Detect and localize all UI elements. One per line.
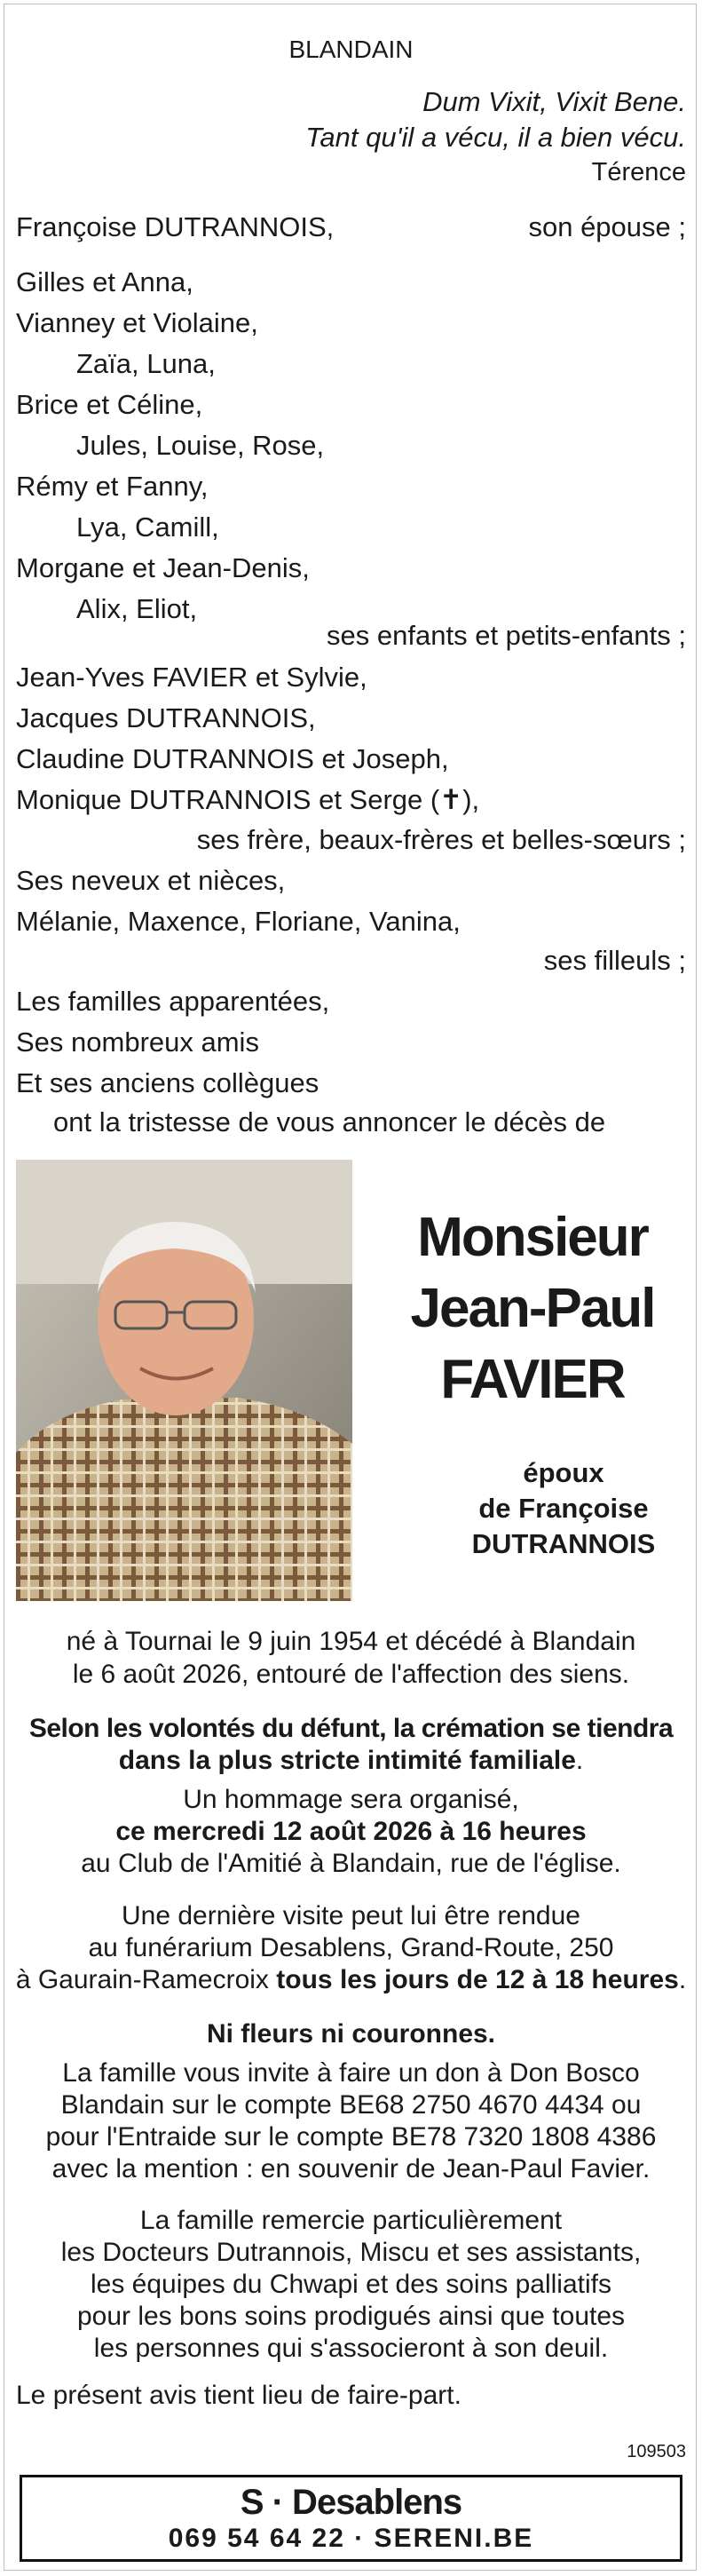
thanks-line-1: La famille remercie particulièrement — [139, 2206, 563, 2235]
portrait-image — [16, 1160, 352, 1601]
grandchildren-line: Jules, Louise, Rose, — [76, 430, 325, 461]
sibling-line: Monique DUTRANNOIS et Serge (✝), — [16, 784, 480, 815]
grandchildren-line: Lya, Camill, — [76, 511, 219, 543]
siblings-role: ses frère, beaux-frères et belles-sœurs ; — [196, 824, 686, 855]
thanks-line-5: les personnes qui s'associeront à son deuil. — [93, 2334, 609, 2363]
cremation-line-2: dans la plus stricte intimité familiale — [118, 1746, 576, 1775]
motto-author: Térence — [591, 158, 686, 186]
visit-hours: tous les jours de 12 à 18 heures — [276, 1965, 679, 1994]
thanks-line-2: les Docteurs Dutrannois, Miscu et ses assistants, — [60, 2238, 642, 2267]
spouse-role: son épouse ; — [528, 211, 686, 242]
motto-line-1: Dum Vixit, Vixit Bene. — [422, 86, 686, 117]
spouse-of-line-2: de Françoise — [478, 1493, 649, 1524]
visit-line-1: Une dernière visite peut lui être rendue — [122, 1901, 580, 1930]
grandchildren-line: Zaïa, Luna, — [76, 348, 216, 379]
funeral-home-brand: S · Desablens — [240, 2483, 462, 2522]
godchildren-role: ses filleuls ; — [543, 945, 686, 976]
funeral-home-contact: 069 54 64 22 · SERENI.BE — [168, 2524, 534, 2553]
relatives-line: Les familles apparentées, — [16, 986, 330, 1017]
nephews-line: Ses neveux et nièces, — [16, 865, 286, 896]
donation-line-3: pour l'Entraide sur le compte BE78 7320 1808 4386 — [45, 2122, 657, 2152]
reference-number: 109503 — [627, 2442, 686, 2461]
cremation-line-1: Selon les volontés du défunt, la crémation se tiendra — [28, 1714, 674, 1743]
sibling-line: Jean-Yves FAVIER et Sylvie, — [16, 662, 367, 693]
spouse-of-line-1: époux — [523, 1457, 604, 1488]
funeral-home-footer — [20, 2475, 682, 2562]
deceased-last-name: FAVIER — [440, 1349, 625, 1410]
no-flowers-line: Ni fleurs ni couronnes. — [206, 2019, 496, 2049]
visit-place: à Gaurain-Ramecroix — [15, 1965, 269, 1994]
spouse-name: Françoise DUTRANNOIS, — [16, 211, 335, 242]
child-line: Vianney et Violaine, — [16, 307, 258, 338]
cremation-line-2-wrap: dans la plus stricte intimité familiale. — [118, 1746, 584, 1775]
thanks-line-3: les équipes du Chwapi et des soins palliatifs — [90, 2270, 611, 2299]
motto-line-2: Tant qu'il a vécu, il a bien vécu. — [305, 122, 686, 153]
visit-line-2: au funérarium Desablens, Grand-Route, 250 — [88, 1933, 614, 1962]
donation-line-1: La famille vous invite à faire un don à Don Bosco — [62, 2058, 640, 2088]
child-line: Morgane et Jean-Denis, — [16, 552, 310, 583]
child-line: Brice et Céline, — [16, 389, 203, 420]
birth-line-2: le 6 août 2026, entouré de l'affection des siens. — [72, 1660, 630, 1689]
grandchildren-line: Alix, Eliot, — [76, 593, 198, 624]
deceased-title: Monsieur — [417, 1207, 648, 1268]
deceased-first-name: Jean-Paul — [410, 1278, 655, 1339]
children-role: ses enfants et petits-enfants ; — [327, 620, 686, 651]
announcement-line: ont la tristesse de vous annoncer le décès de — [53, 1106, 606, 1137]
sibling-line: Jacques DUTRANNOIS, — [16, 702, 316, 733]
visit-line-3: à Gaurain-Ramecroix tous les jours de 12 à 18 heures. — [15, 1965, 687, 1994]
thanks-line-4: pour les bons soins prodigués ainsi que toutes — [76, 2302, 626, 2331]
child-line: Gilles et Anna, — [16, 266, 193, 297]
place-header: BLANDAIN — [288, 36, 414, 63]
faire-part-line: Le présent avis tient lieu de faire-part. — [16, 2381, 461, 2410]
tribute-line-2: ce mercredi 12 août 2026 à 16 heures — [115, 1817, 587, 1846]
sibling-line: Claudine DUTRANNOIS et Joseph, — [16, 743, 449, 774]
friends-line: Ses nombreux amis — [16, 1026, 259, 1058]
portrait-photo — [16, 1160, 352, 1601]
birth-line-1: né à Tournai le 9 juin 1954 et décédé à Blandain — [66, 1627, 636, 1656]
tribute-line-3: au Club de l'Amitié à Blandain, rue de l'église. — [81, 1849, 621, 1878]
godchildren-line: Mélanie, Maxence, Floriane, Vanina, — [16, 906, 461, 937]
spouse-of-line-3: DUTRANNOIS — [471, 1528, 656, 1559]
donation-line-4: avec la mention : en souvenir de Jean-Paul Favier. — [51, 2154, 651, 2184]
tribute-line-1: Un hommage sera organisé, — [183, 1785, 519, 1814]
child-line: Rémy et Fanny, — [16, 471, 209, 502]
donation-line-2: Blandain sur le compte BE68 2750 4670 4434 ou — [60, 2090, 642, 2120]
colleagues-line: Et ses anciens collègues — [16, 1067, 319, 1098]
